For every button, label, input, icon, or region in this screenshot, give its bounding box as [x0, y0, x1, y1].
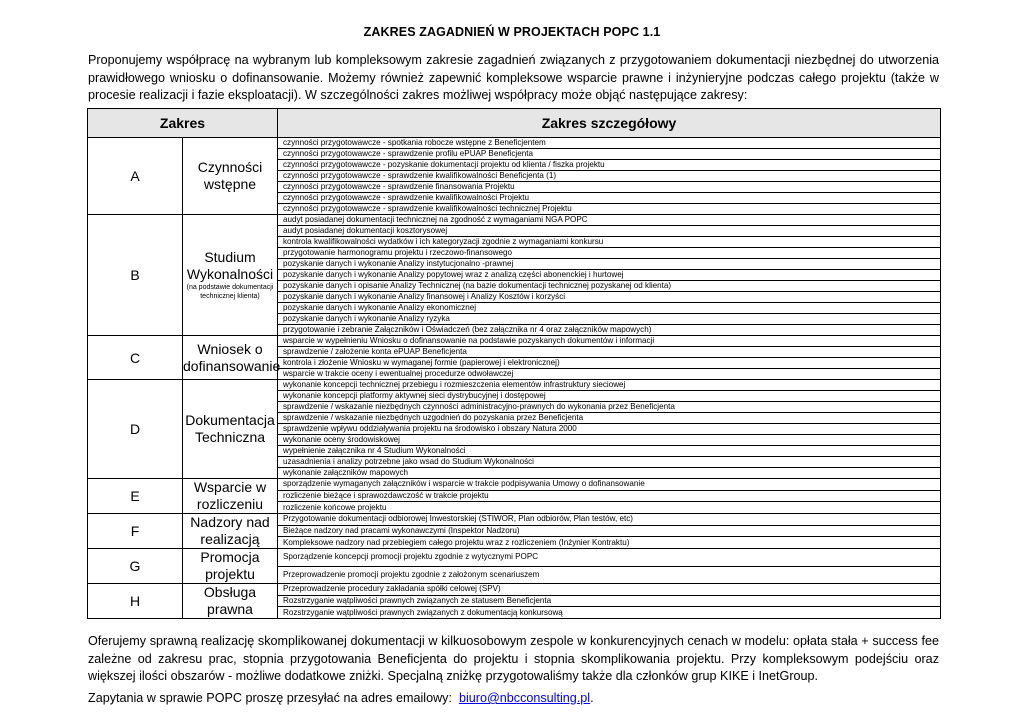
contact-text: Zapytania w sprawie POPC proszę przesyłać na adres emailowy:: [88, 691, 452, 705]
table-row: [88, 584, 941, 596]
header-scope: Zakres: [88, 109, 278, 138]
detail-item: czynności przygotowawcze - sprawdzenie kwalifikowalności Projektu: [278, 193, 941, 204]
detail-item: wykonanie koncepcji platformy aktywnej sieci dystrybucyjnej i dostępowej: [278, 391, 941, 402]
section-name-cell: [183, 514, 278, 549]
contact-end: .: [590, 691, 594, 705]
offer-paragraph: Oferujemy sprawną realizację skomplikowanej dokumentacji w kilkuosobowym zespole w konkurencyjnych cenach w modelu: opłata stała + success fee zależne od zakresu prac, stopnia przygotowania Beneficjenta do projektu i stopnia skomplikowania projektu. Przy kompleksowym podejściu oraz większej ilości obszarów - możliwe dodatkowe zniżki. Specjalną zniżkę przygotowaliśmy także dla członków grup KIKE i InetGroup.: [88, 634, 939, 683]
detail-item: audyt posiadanej dokumentacji technicznej na zgodność z wymaganiami NGA POPC: [278, 215, 941, 226]
detail-item: Sporządzenie koncepcji promocji projektu zgodnie z wytycznymi POPC: [278, 549, 941, 567]
detail-item: czynności przygotowawcze - sprawdzenie kwalifikowalności technicznej Projektu: [278, 204, 941, 215]
section-letter: A: [88, 138, 183, 215]
detail-item: czynności przygotowawcze - spotkania robocze wstępne z Beneficjentem: [278, 138, 941, 149]
section-name-cell: [183, 584, 278, 619]
detail-item: wykonanie załączników mapowych: [278, 468, 941, 479]
section-letter: F: [88, 514, 183, 549]
detail-item: Bieżące nadzory nad pracami wykonawczymi (Inspektor Nadzoru): [278, 525, 941, 537]
page-title: ZAKRES ZAGADNIEŃ W PROJEKTACH POPC 1.1: [363, 25, 661, 39]
detail-item: przygotowanie harmonogramu projektu i rzeczowo-finansowego: [278, 248, 941, 259]
detail-item: Przeprowadzenie promocji projektu zgodnie z założonym scenariuszem: [278, 566, 941, 584]
detail-item: pozyskanie danych i wykonanie Analizy finansowej i Analizy Kosztów i korzyści: [278, 292, 941, 303]
section-name-cell: [183, 479, 278, 514]
section-name: Nadzory nad realizacją: [190, 514, 270, 547]
section-letter: G: [88, 549, 183, 584]
detail-item: przygotowanie i zebranie Załączników i Oświadczeń (bez załącznika nr 4 oraz załączników mapowych): [278, 325, 941, 336]
detail-item: sprawdzenie / wskazanie niezbędnych uzgodnień do pozyskania przez Beneficjenta: [278, 413, 941, 424]
detail-item: pozyskanie danych i wykonanie Analizy popytowej wraz z analizą części abonenckiej i hurtowej: [278, 270, 941, 281]
section-name-cell: [183, 138, 278, 215]
detail-item: sprawdzenie wpływu oddziaływania projektu na środowisko i obszary Natura 2000: [278, 424, 941, 435]
section-name-cell: [183, 336, 281, 380]
detail-item: wykonanie oceny środowiskowej: [278, 435, 941, 446]
detail-item: czynności przygotowawcze - sprawdzenie kwalifikowalności Beneficjenta (1): [278, 171, 941, 182]
detail-item: rozliczenie końcowe projektu: [278, 502, 941, 514]
table-header-row: [88, 109, 941, 138]
section-letter: E: [88, 479, 183, 514]
contact-email-link[interactable]: biuro@nbcconsulting.pl: [458, 691, 591, 705]
detail-item: czynności przygotowawcze - pozyskanie dokumentacji projektu od klienta / fiszka projektu: [278, 160, 941, 171]
section-name: Promocja projektu: [200, 549, 260, 582]
section-name: Studium Wykonalności: [186, 249, 274, 282]
header-detail: Zakres szczegółowy: [278, 109, 941, 138]
detail-item: wypełnienie załącznika nr 4 Studium Wykonalności: [278, 446, 941, 457]
table-row: [88, 514, 941, 526]
detail-item: wsparcie w wypełnieniu Wniosku o dofinansowanie na podstawie pozyskanych dokumentów i informacji: [278, 336, 941, 347]
section-letter: B: [88, 215, 183, 336]
section-name: Dokumentacja Techniczna: [185, 412, 275, 445]
table-row: [88, 138, 941, 149]
detail-item: pozyskanie danych i wykonanie Analizy ryzyka: [278, 314, 941, 325]
section-name: Wniosek o dofinansowanie: [183, 340, 281, 374]
table-row: [88, 479, 941, 491]
detail-item: Przygotowanie dokumentacji odbiorowej Inwestorskiej (STIWOR, Plan odbiorów, Plan testów, etc): [278, 514, 941, 526]
table-row: [88, 336, 941, 347]
table-row: [88, 380, 941, 391]
intro-paragraph: Proponujemy współpracę na wybranym lub kompleksowym zakresie zagadnień związanych z przygotowaniem dokumentacji niezbędnej do utworzenia prawidłowego wniosku o dofinansowanie. Możemy również zapewnić kompleksowe wsparcie prawne i inżynieryjne podczas całego projektu (także w procesie realizacji i fazie eksploatacji). W szczególności zakres możliwej współpracy może objąć następujące zakresy:: [88, 53, 939, 102]
detail-item: uzasadnienia i analizy potrzebne jako wsad do Studium Wykonalności: [278, 457, 941, 468]
detail-item: sprawdzenie / wskazanie niezbędnych czynności administracyjno-prawnych do wykonania przez Beneficjenta: [278, 402, 941, 413]
detail-item: kontrola kwalifikowalności wydatków i ich kategoryzacji zgodnie z wymaganiami konkursu: [278, 237, 941, 248]
detail-item: rozliczenie bieżące i sprawozdawczość w trakcie projektu: [278, 490, 941, 502]
detail-item: wsparcie w trakcie oceny i ewentualnej procedurze odwoławczej: [278, 369, 941, 380]
detail-item: Przeprowadzenie procedury zakładania spółki celowej (SPV): [278, 584, 941, 596]
section-letter: D: [88, 380, 183, 479]
table-row: [88, 215, 941, 226]
detail-item: Rozstrzyganie wątpliwości prawnych związanych z dokumentacją konkursową: [278, 607, 941, 619]
detail-item: pozyskanie danych i wykonanie Analizy instytucjonalno -prawnej: [278, 259, 941, 270]
section-name-cell: [183, 549, 278, 584]
detail-item: czynności przygotowawcze - sprawdzenie finansowania Projektu: [278, 182, 941, 193]
detail-item: kontrola i złożenie Wniosku w wymaganej formie (papierowej i elektronicznej): [278, 358, 941, 369]
section-subtitle: (na podstawie dokumentacji technicznej klienta): [186, 284, 274, 300]
table-row: [88, 549, 941, 567]
detail-item: pozyskanie danych i opisanie Analizy Technicznej (na bazie dokumentacji technicznej pozyskanej od klienta): [278, 281, 941, 292]
section-letter: H: [88, 584, 183, 619]
section-name: Obsługa prawna: [203, 584, 257, 617]
contact-paragraph: [88, 690, 939, 708]
detail-item: sporządzenie wymaganych załączników i wsparcie w trakcie podpisywania Umowy o dofinansowanie: [278, 479, 941, 491]
section-name-cell: [183, 380, 278, 479]
scope-table: [87, 108, 941, 619]
detail-item: pozyskanie danych i wykonanie Analizy ekonomicznej: [278, 303, 941, 314]
detail-item: sprawdzenie / założenie konta ePUAP Beneficjenta: [278, 347, 941, 358]
section-letter: C: [88, 336, 183, 380]
detail-item: Kompleksowe nadzory nad przebiegiem całego projektu wraz z rozliczeniem (Inżynier Kontraktu): [278, 537, 941, 549]
detail-item: Rozstrzyganie wątpliwości prawnych związanych ze statusem Beneficjenta: [278, 595, 941, 607]
section-name-cell: [183, 215, 278, 336]
detail-item: wykonanie koncepcji technicznej przebiegu i rozmieszczenia elementów infrastruktury sieciowej: [278, 380, 941, 391]
detail-item: czynności przygotowawcze - sprawdzenie profilu ePUAP Beneficjenta: [278, 149, 941, 160]
detail-item: audyt posiadanej dokumentacji kosztorysowej: [278, 226, 941, 237]
scope-table-body: [88, 138, 941, 619]
section-name: Wsparcie w rozliczeniu: [193, 479, 267, 512]
section-name: Czynności wstępne: [197, 159, 263, 192]
